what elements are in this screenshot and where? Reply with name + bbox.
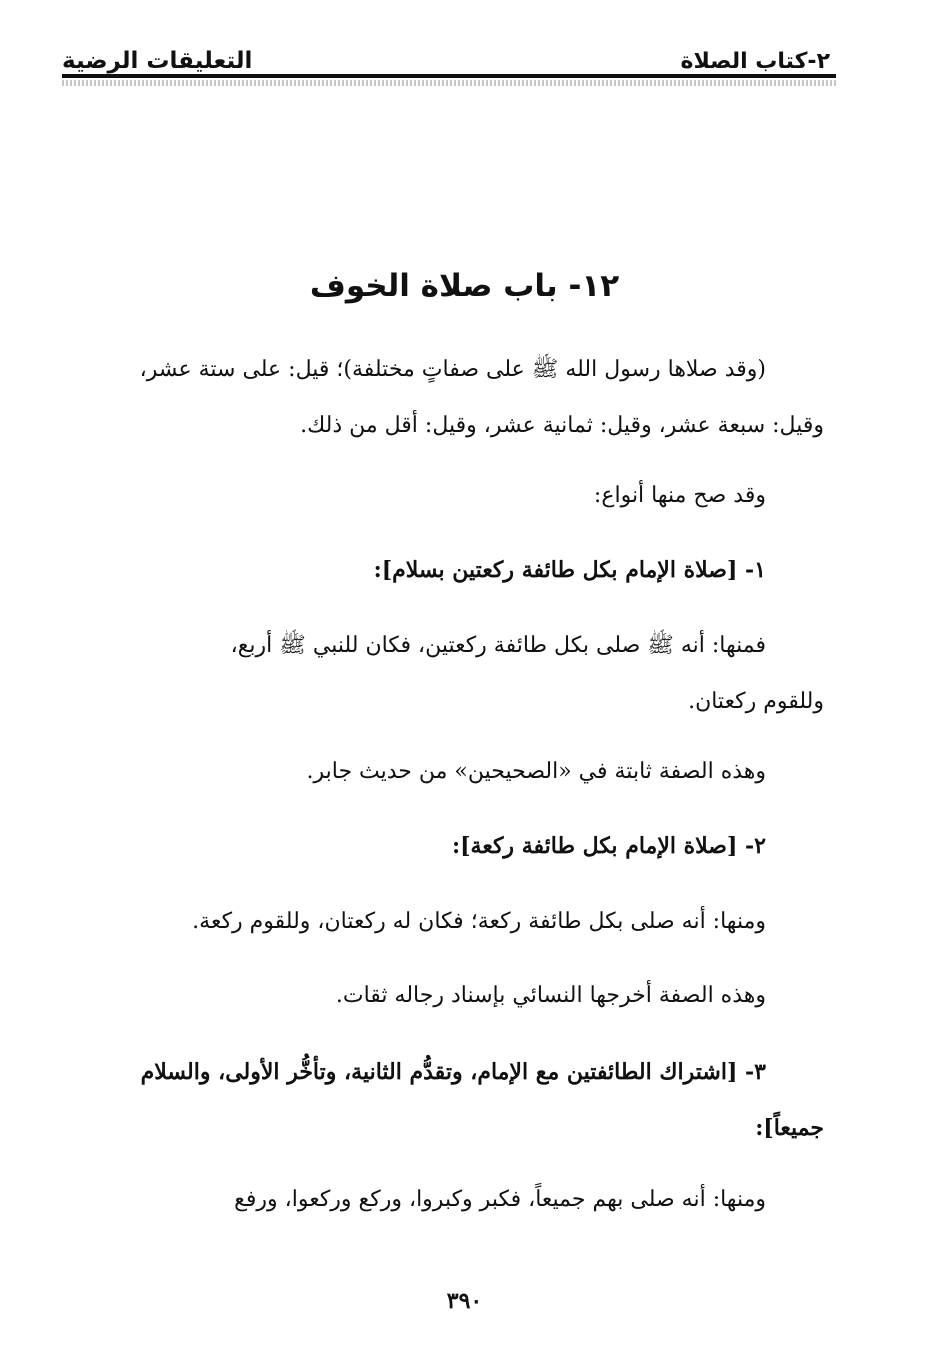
- paragraph-line: وهذه الصفة أخرجها النسائي بإسناد رجاله ثقات.: [335, 983, 766, 1008]
- paragraph-1: [104, 342, 824, 454]
- paragraph-line: ومنها: أنه صلى بكل طائفة ركعة؛ فكان له ركعتان، وللقوم ركعة.: [192, 909, 766, 934]
- section-heading-text: ٣- [اشتراك الطائفتين مع الإمام، وتقدُّم الثانية، وتأخُّر الأولى، والسلام: [140, 1059, 766, 1085]
- header-work-title: التعليقات الرضية: [62, 48, 253, 74]
- paragraph-line: وقد صح منها أنواع:: [593, 483, 766, 508]
- paragraph-2: [104, 468, 824, 524]
- page-number: ٣٩٠: [446, 1288, 483, 1314]
- section-heading-3: [104, 1044, 824, 1156]
- paragraph-line: فمنها: أنه ﷺ صلى بكل طائفة ركعتين، فكان للنبي ﷺ أربع،: [230, 633, 766, 658]
- header-book-title: ٢-كتاب الصلاة: [680, 49, 830, 74]
- paragraph-line: ومنها: أنه صلى بهم جميعاً، فكبر وكبروا، وركع وركعوا، ورفع: [234, 1187, 766, 1212]
- section-heading-1: [104, 542, 824, 598]
- paragraph-4: [104, 744, 824, 800]
- section-heading-2: [104, 818, 824, 874]
- chapter-title: ١٢- باب صلاة الخوف: [309, 268, 620, 304]
- paragraph-line: وقيل: سبعة عشر، وقيل: ثمانية عشر، وقيل: أقل من ذلك.: [300, 413, 824, 438]
- running-header: [62, 38, 832, 74]
- header-rule: [62, 74, 836, 78]
- section-heading-text: جميعاً]:: [755, 1115, 824, 1141]
- paragraph-7: [104, 1172, 824, 1228]
- paragraph-line: وهذه الصفة ثابتة في «الصحيحين» من حديث جابر.: [306, 759, 766, 784]
- paragraph-line: وللقوم ركعتان.: [688, 689, 824, 714]
- header-rule-dotted: [62, 80, 836, 86]
- paragraph-5: [104, 894, 824, 950]
- section-heading-text: ٢- [صلاة الإمام بكل طائفة ركعة]:: [452, 833, 766, 859]
- paragraph-line: (وقد صلاها رسول الله ﷺ على صفاتٍ مختلفة)؛ قيل: على ستة عشر،: [139, 357, 766, 382]
- paragraph-3: [104, 618, 824, 730]
- section-heading-text: ١- [صلاة الإمام بكل طائفة ركعتين بسلام]:: [373, 557, 766, 583]
- paragraph-6: [104, 968, 824, 1024]
